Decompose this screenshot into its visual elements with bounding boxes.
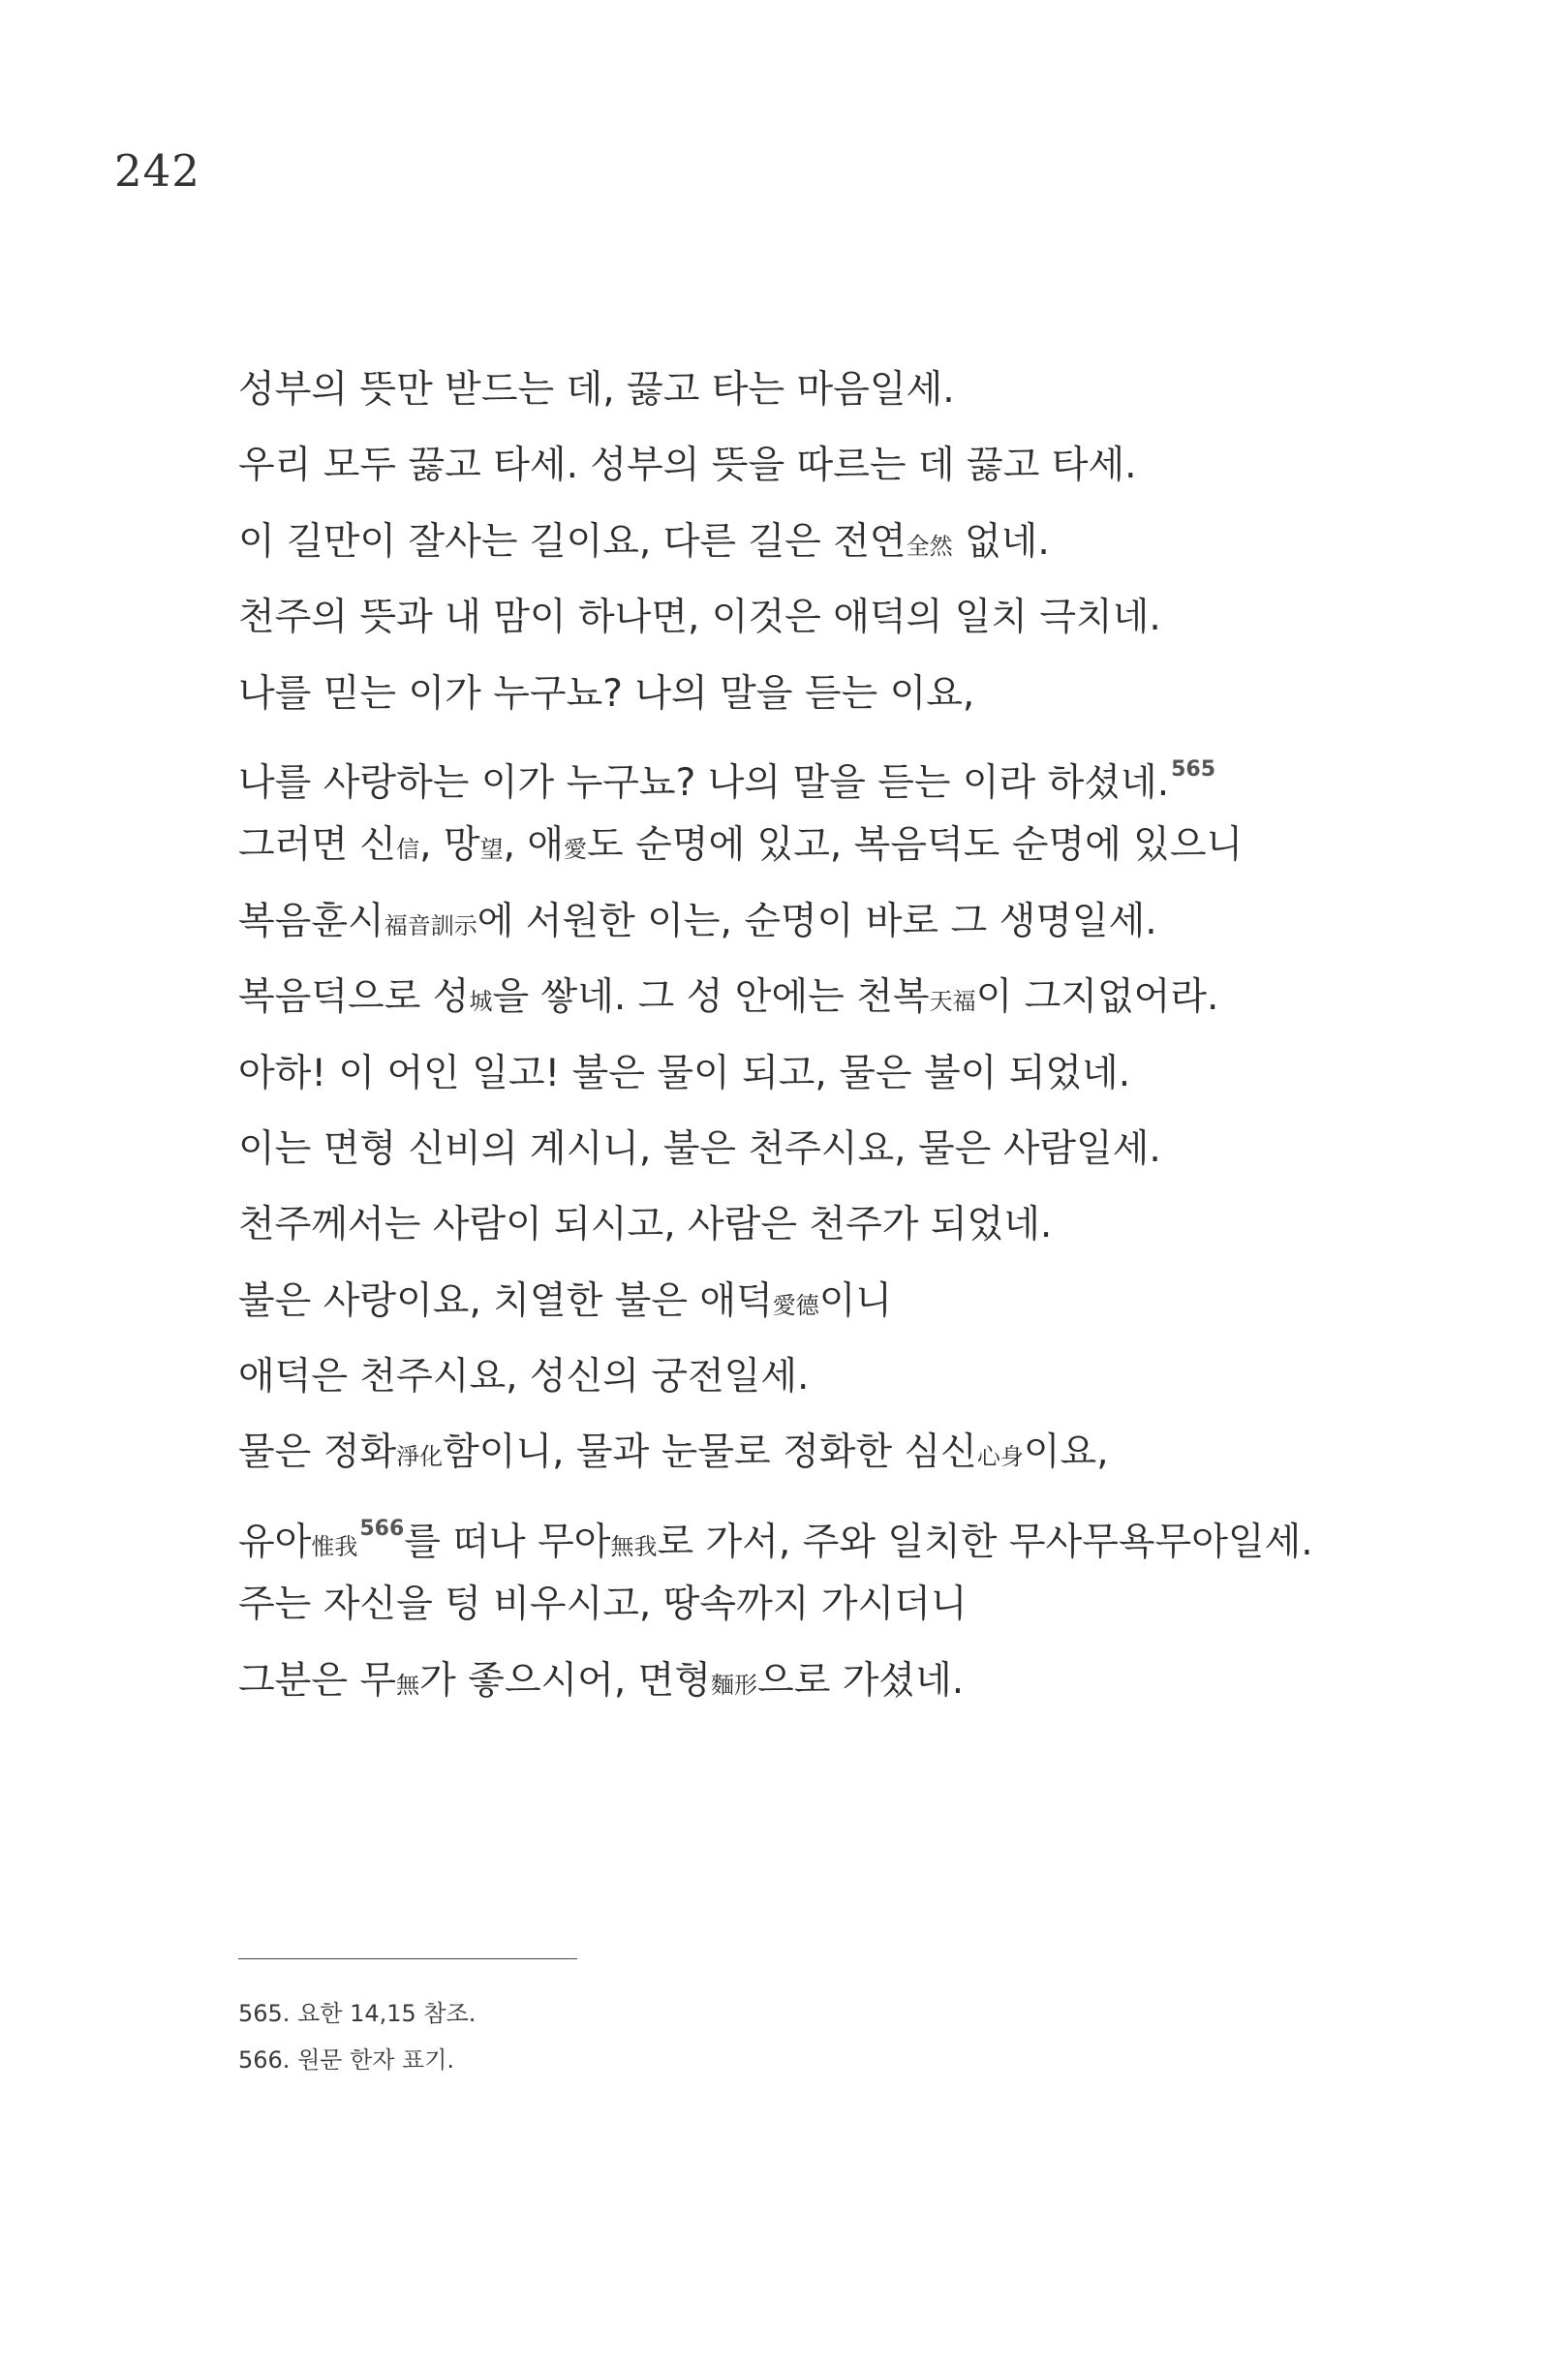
poem-text: , 애 (503, 823, 565, 868)
footnotes (238, 1990, 476, 2083)
poem-text: 복음훈시 (238, 899, 384, 943)
poem-text: 이요, (1023, 1430, 1109, 1475)
poem-line (238, 1264, 1497, 1339)
poem-line (238, 505, 1497, 580)
hanja-gloss: 望 (479, 836, 504, 864)
poem-text: 천주께서는 사람이 되시고, 사람은 천주가 되었네. (238, 1203, 1053, 1247)
poem-text: 나를 사랑하는 이가 누구뇨? 나의 말을 듣는 이라 하셨네. (238, 760, 1170, 805)
poem-text: 성부의 뜻만 받드는 데, 끓고 타는 마음일세. (238, 368, 955, 412)
hanja-gloss: 淨化 (396, 1443, 444, 1471)
poem-text: 함이니, 물과 눈물로 정화한 심신 (443, 1430, 977, 1475)
poem-text: 로 가서, 주와 일치한 무사무욕무아일세. (657, 1520, 1313, 1564)
poem-text: 도 순명에 있고, 복음덕도 순명에 있으니 (587, 823, 1244, 868)
poem-line (238, 1415, 1497, 1491)
poem-line (238, 1187, 1497, 1263)
poem-text: 복음덕으로 성 (238, 975, 470, 1020)
poem-line (238, 1036, 1497, 1112)
poem-text: 그분은 무 (238, 1658, 397, 1703)
poem-line (238, 428, 1497, 504)
page-number: 242 (114, 145, 200, 197)
footnote-ref: 566 (359, 1516, 405, 1541)
hanja-gloss: 愛 (564, 836, 588, 864)
footnote-ref: 565 (1171, 756, 1216, 782)
poem-line (238, 1492, 1497, 1567)
poem-line (238, 1644, 1497, 1719)
poem-text: 유아 (238, 1520, 312, 1564)
poem-line (238, 960, 1497, 1035)
hanja-gloss: 天福 (929, 988, 976, 1016)
poem-text: 에 서원한 이는, 순명이 바로 그 생명일세. (477, 899, 1157, 943)
poem-line (238, 732, 1497, 808)
hanja-gloss: 城 (469, 988, 493, 1016)
hanja-gloss: 惟我 (311, 1532, 358, 1560)
hanja-gloss: 信 (396, 836, 420, 864)
poem-text: 애덕은 천주시요, 성신의 궁전일세. (238, 1355, 810, 1399)
poem-line (238, 1339, 1497, 1415)
poem-text: 이니 (818, 1278, 893, 1323)
poem-text: 불은 사랑이요, 치열한 불은 애덕 (238, 1278, 773, 1323)
hanja-gloss: 麵形 (711, 1671, 758, 1699)
hanja-gloss: 愛德 (772, 1291, 819, 1319)
poem-text: 이 그지없어라. (975, 975, 1219, 1020)
poem-line (238, 580, 1497, 656)
poem-line (238, 353, 1497, 428)
poem-text: 그러면 신 (238, 823, 397, 868)
hanja-gloss: 心身 (976, 1443, 1024, 1471)
poem-text: 이 길만이 잘사는 길이요, 다른 길은 전연 (238, 519, 907, 564)
poem-text: 우리 모두 끓고 타세. 성부의 뜻을 따르는 데 끓고 타세. (238, 444, 1137, 488)
poem-text: 주는 자신을 텅 비우시고, 땅속까지 가시더니 (238, 1583, 968, 1627)
poem-text: 를 떠나 무아 (404, 1520, 611, 1564)
poem-text: 이는 면형 신비의 계시니, 불은 천주시요, 물은 사람일세. (238, 1126, 1161, 1171)
poem-line (238, 1567, 1497, 1643)
poem-line (238, 657, 1497, 732)
hanja-gloss: 無我 (610, 1532, 658, 1560)
poem-text: 으로 가셨네. (757, 1658, 965, 1703)
poem-line (238, 1112, 1497, 1187)
poem-text: 가 좋으시어, 면형 (419, 1658, 712, 1703)
poem-body (238, 353, 1497, 1719)
poem-text: 나를 믿는 이가 누구뇨? 나의 말을 듣는 이요, (238, 671, 975, 716)
poem-text: 물은 정화 (238, 1430, 397, 1475)
poem-text: 없네. (952, 519, 1050, 564)
poem-text: , 망 (419, 823, 480, 868)
poem-text: 천주의 뜻과 내 맘이 하나면, 이것은 애덕의 일치 극치네. (238, 596, 1161, 640)
hanja-gloss: 全然 (906, 532, 953, 560)
hanja-gloss: 無 (396, 1671, 420, 1699)
poem-text: 아하! 이 어인 일고! 불은 물이 되고, 물은 불이 되었네. (238, 1051, 1131, 1095)
footnote-565: 565. 요한 14,15 참조. (238, 2000, 477, 2027)
poem-line (238, 808, 1497, 883)
footnote-566: 566. 원문 한자 표기. (238, 2046, 455, 2074)
poem-line (238, 884, 1497, 960)
footnote-divider (238, 1958, 577, 1959)
hanja-gloss: 福音訓示 (384, 911, 477, 939)
poem-text: 을 쌓네. 그 성 안에는 천복 (492, 975, 930, 1020)
